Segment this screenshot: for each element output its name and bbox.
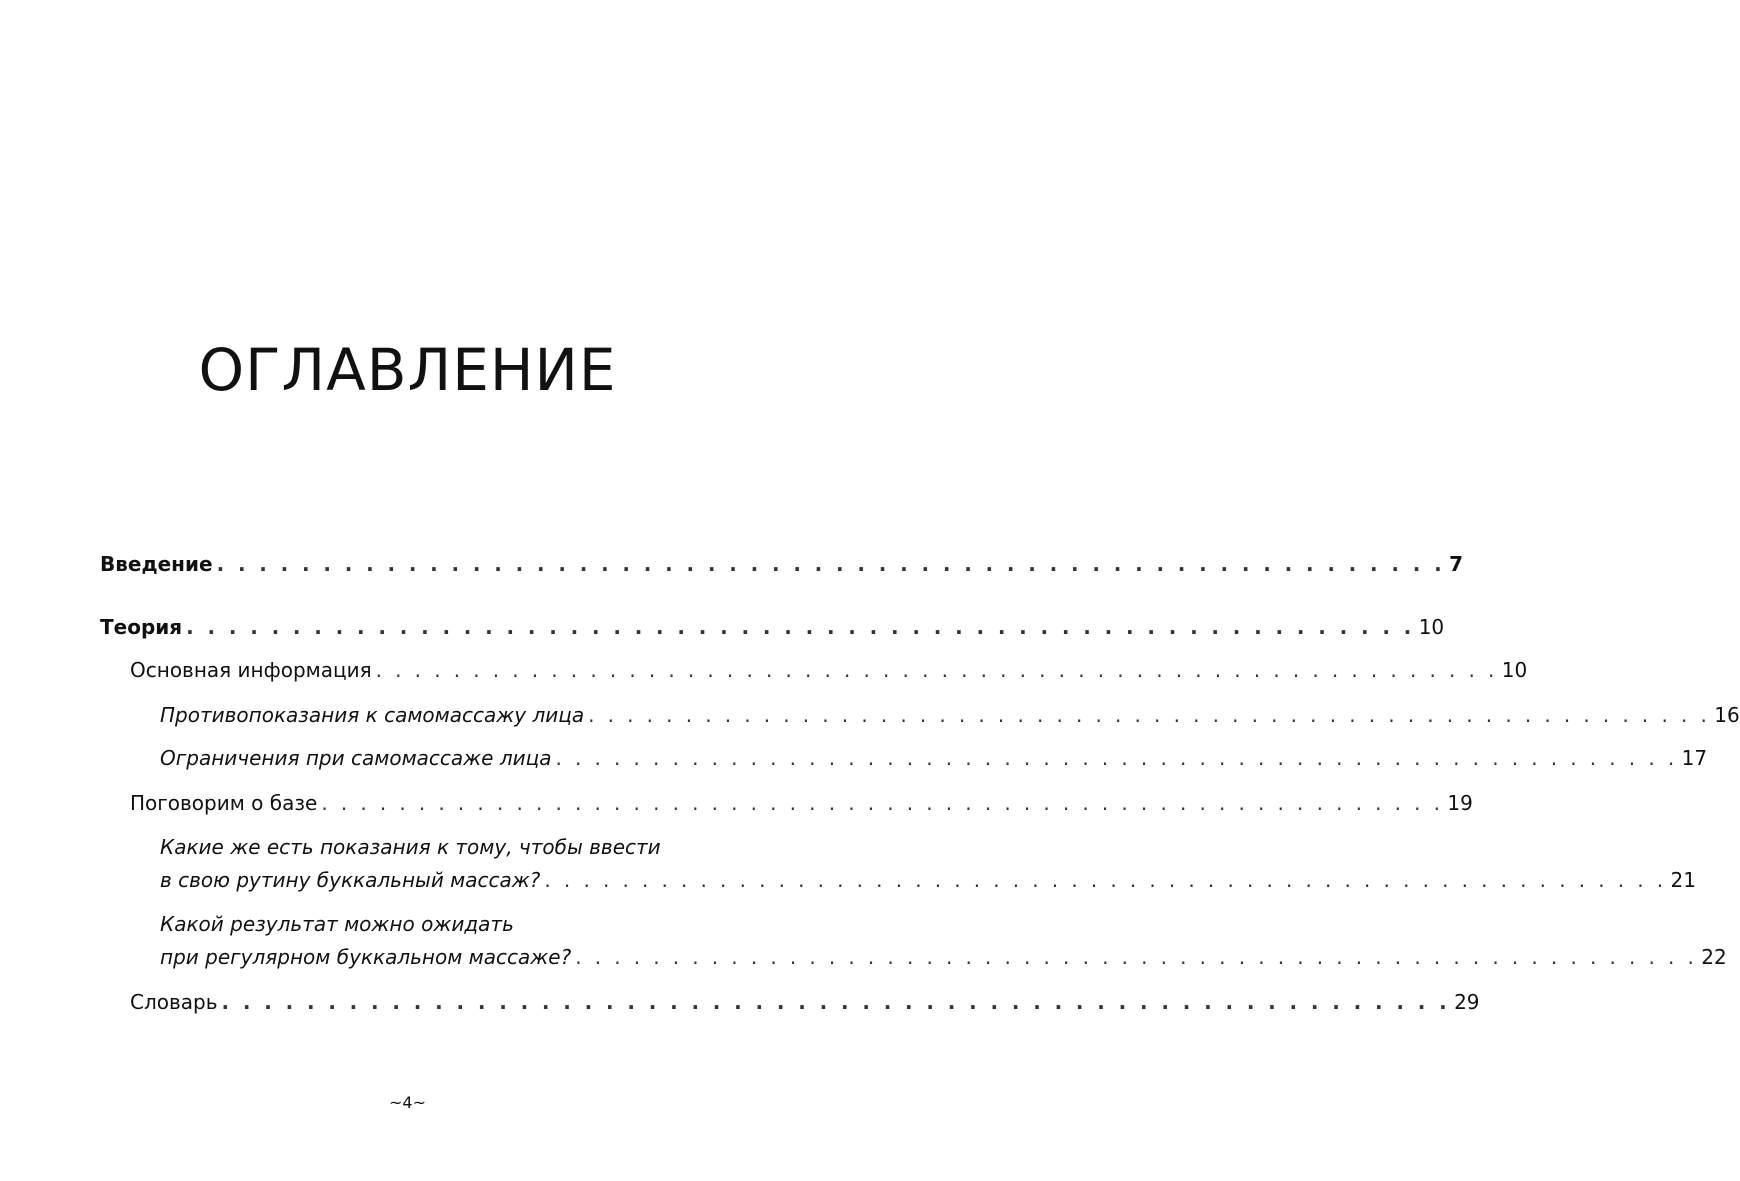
toc-entry-page: 17 [1681,746,1708,770]
toc-entry-label: Теория [100,615,183,639]
toc-entry-label: Словарь [130,990,218,1014]
toc-entry-label: в свою рутину буккальный массаж? [160,868,541,892]
toc-entry-page: 7 [1449,552,1464,576]
dot-leader: . . . . . . . . . . . . . . . . . . . . . . . . . . . . . . . . . . . . . . . . . . . . . . . . . . . . . . . . . . [321,791,1444,815]
toc-entry-limitations[interactable] [160,745,1708,771]
toc-entry-page: 19 [1447,791,1473,815]
toc-entry-results-line1[interactable]: Какой результат можно ожидать [160,912,514,936]
dot-leader: . . . . . . . . . . . . . . . . . . . . . . . . . . . . . . . . . . . . . . . . . . . . . . . . . . . . . . . . . . [544,868,1667,892]
toc-entry-page: 29 [1454,990,1480,1014]
toc-entry-label: Введение [100,552,213,576]
toc-entry-page: 16 [1714,703,1740,727]
toc-entry-indications-line1[interactable]: Какие же есть показания к тому, чтобы ввести [160,835,661,859]
toc-entry-base[interactable] [130,790,1473,816]
toc-entry-contraindications[interactable] [160,702,1740,728]
toc-entry-glossary[interactable] [130,989,1480,1015]
toc-entry-label: Ограничения при самомассаже лица [160,746,552,770]
toc-entry-label: Противопоказания к самомассажу лица [160,703,585,727]
toc-entry-introduction[interactable] [100,551,1464,577]
toc-entry-results[interactable] [160,944,1727,970]
dot-leader: . . . . . . . . . . . . . . . . . . . . . . . . . . . . . . . . . . . . . . . . . . . . . . . . . . . . . . . . . . [588,703,1711,727]
toc-entry-label: Поговорим о базе [130,791,318,815]
toc-entry-page: 22 [1701,945,1727,969]
dot-leader: . . . . . . . . . . . . . . . . . . . . . . . . . . . . . . . . . . . . . . . . . . . . . . . . . . . . . . . . . . [555,746,1678,770]
toc-entry-basic-info[interactable] [130,657,1528,683]
dot-leader: . . . . . . . . . . . . . . . . . . . . . . . . . . . . . . . . . . . . . . . . . . . . . . . . . . . . . . . . . . [186,615,1415,639]
toc-entry-page: 10 [1501,658,1528,682]
dot-leader: . . . . . . . . . . . . . . . . . . . . . . . . . . . . . . . . . . . . . . . . . . . . . . . . . . . . . . . . . . [375,658,1498,682]
dot-leader: . . . . . . . . . . . . . . . . . . . . . . . . . . . . . . . . . . . . . . . . . . . . . . . . . . . . . . . . . . [216,552,1446,576]
page-title: ОГЛАВЛЕНИЕ [198,336,617,404]
toc-entry-page: 21 [1670,868,1696,892]
toc-entry-label: Основная информация [130,658,372,682]
toc-entry-theory[interactable] [100,614,1445,640]
toc-entry-page: 10 [1418,615,1445,639]
dot-leader: . . . . . . . . . . . . . . . . . . . . . . . . . . . . . . . . . . . . . . . . . . . . . . . . . . . . . . . . . . [575,945,1698,969]
page-number: ~4~ [389,1093,426,1112]
toc-entry-label: при регулярном буккальном массаже? [160,945,572,969]
dot-leader: . . . . . . . . . . . . . . . . . . . . . . . . . . . . . . . . . . . . . . . . . . . . . . . . . . . . . . . . . . [221,990,1451,1014]
toc-entry-indications[interactable] [160,867,1696,893]
